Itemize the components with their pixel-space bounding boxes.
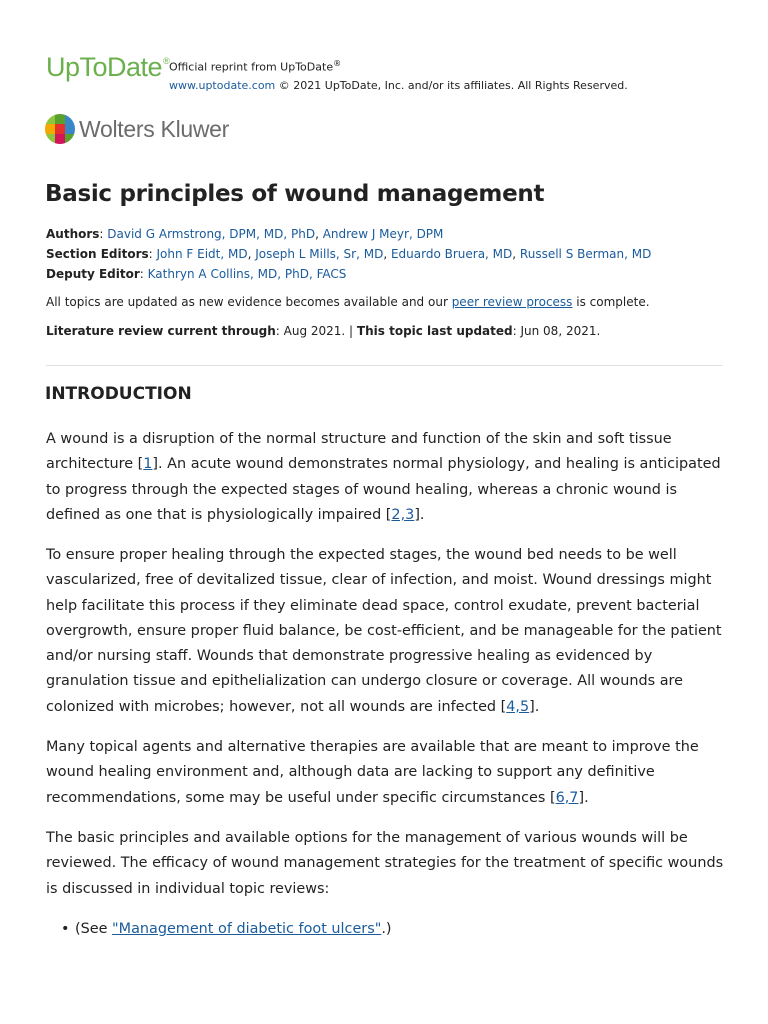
review-dates [46,321,600,341]
reference-link[interactable]: 1 [143,456,153,473]
deputy-editor-label: Deputy Editor [46,267,140,281]
reprint-mark: ® [333,59,342,68]
author-link[interactable]: David G Armstrong, DPM, MD, PhD [107,227,316,241]
p2-text-a: To ensure proper healing through the expected stages, the wound bed needs to be well vascularized, free of devitalized tissue, clear of infection, and moist. Wound dressings might help facilitate this process if they eliminate dead space, control exudate, prevent bacterial overgrowth, ensure proper fluid balance, be cost-efficient, and be manageable for the patient and/or nursing staff. Wounds that demonstrate progressive healing as evidenced by granulation tissue and epithelialization can undergo closure or coverage. All wounds are colonized with microbes; however, not all wounds are infected [ [46,547,722,715]
uptodate-logo-text: UpToDate [46,52,163,82]
topic-review-list [46,917,392,942]
p3-text-b: ]. [578,789,589,806]
intro-paragraph-1 [46,427,726,528]
uptodate-logo[interactable] [46,52,169,83]
copyright-text: © 2021 UpToDate, Inc. and/or its affiliates. All Rights Reserved. [275,78,628,92]
intro-paragraph-3 [46,735,726,811]
reprint-line: Official reprint from UpToDate [169,60,334,74]
page-title: Basic principles of wound management [45,181,545,207]
authors-line: Authors: David G Armstrong, DPM, MD, PhD, Andrew J Meyr, DPM [46,227,444,241]
deputy-editor-link[interactable]: Kathryn A Collins, MD, PhD, FACS [147,267,347,281]
introduction-heading: INTRODUCTION [45,384,192,404]
wolters-kluwer-mark-icon [45,114,75,144]
author-link[interactable]: Andrew J Meyr, DPM [322,227,444,241]
reference-link[interactable]: 4,5 [506,698,530,715]
wolters-kluwer-logo [45,114,229,144]
bullet-pre: (See [75,921,113,937]
section-editor-link[interactable]: Russell S Berman, MD [519,247,652,261]
reference-link[interactable]: 2,3 [391,506,415,523]
pipe-separator: | [349,324,354,338]
intro-paragraph-2 [46,543,726,720]
reference-link[interactable]: 6,7 [555,789,579,806]
deputy-editor-line: Deputy Editor: Kathryn A Collins, MD, PhD, FACS [46,267,347,281]
p2-text-b: ]. [529,698,540,715]
list-item [46,917,392,942]
section-divider [46,365,723,366]
section-editors-label: Section Editors [46,247,149,261]
intro-paragraph-4: The basic principles and available options for the management of various wounds will be reviewed. The efficacy of wound management strategies for the treatment of specific wounds is discussed in individual topic reviews: [46,830,724,897]
p1-text-c: ]. [414,506,425,523]
p1-text-a: A wound is a disruption of the normal structure and function of the skin and soft tissue architecture [ [46,431,672,473]
update-note [46,292,650,312]
bullet-post: .) [381,921,392,937]
section-editor-link[interactable]: John F Eidt, MD [156,247,248,261]
p1-text-b: ]. An acute wound demonstrates normal physiology, and healing is anticipated to progress through the expected stages of wound healing, whereas a chronic wound is defined as one that is physiologically impaired [ [46,456,721,523]
topic-link[interactable]: "Management of diabetic foot ulcers" [112,921,382,937]
section-editor-link[interactable]: Joseph L Mills, Sr, MD [255,247,384,261]
authors-label: Authors [46,227,100,241]
site-link[interactable]: www.uptodate.com [169,78,276,92]
wolters-kluwer-name: Wolters Kluwer [79,115,230,142]
last-updated-value: : Jun 08, 2021. [512,324,601,338]
reprint-notice [169,55,628,95]
p3-text-a: Many topical agents and alternative therapies are available that are meant to improve the wound healing environment and, although data are lacking to support any definitive recommendations, some may be useful under specific circumstances [ [46,739,699,806]
lit-review-value: : Aug 2021. [275,324,350,338]
update-note-post: is complete. [572,295,650,309]
update-note-pre: All topics are updated as new evidence becomes available and our [46,295,452,309]
last-updated-label: This topic last updated [356,324,513,338]
section-editors-line: Section Editors: John F Eidt, MD, Joseph L Mills, Sr, MD, Eduardo Bruera, MD, Russell S Berman, MD [46,247,652,261]
uptodate-logo-mark: ® [163,56,170,66]
peer-review-link[interactable]: peer review process [451,295,573,309]
lit-review-label: Literature review current through [46,324,276,338]
section-editor-link[interactable]: Eduardo Bruera, MD [390,247,513,261]
